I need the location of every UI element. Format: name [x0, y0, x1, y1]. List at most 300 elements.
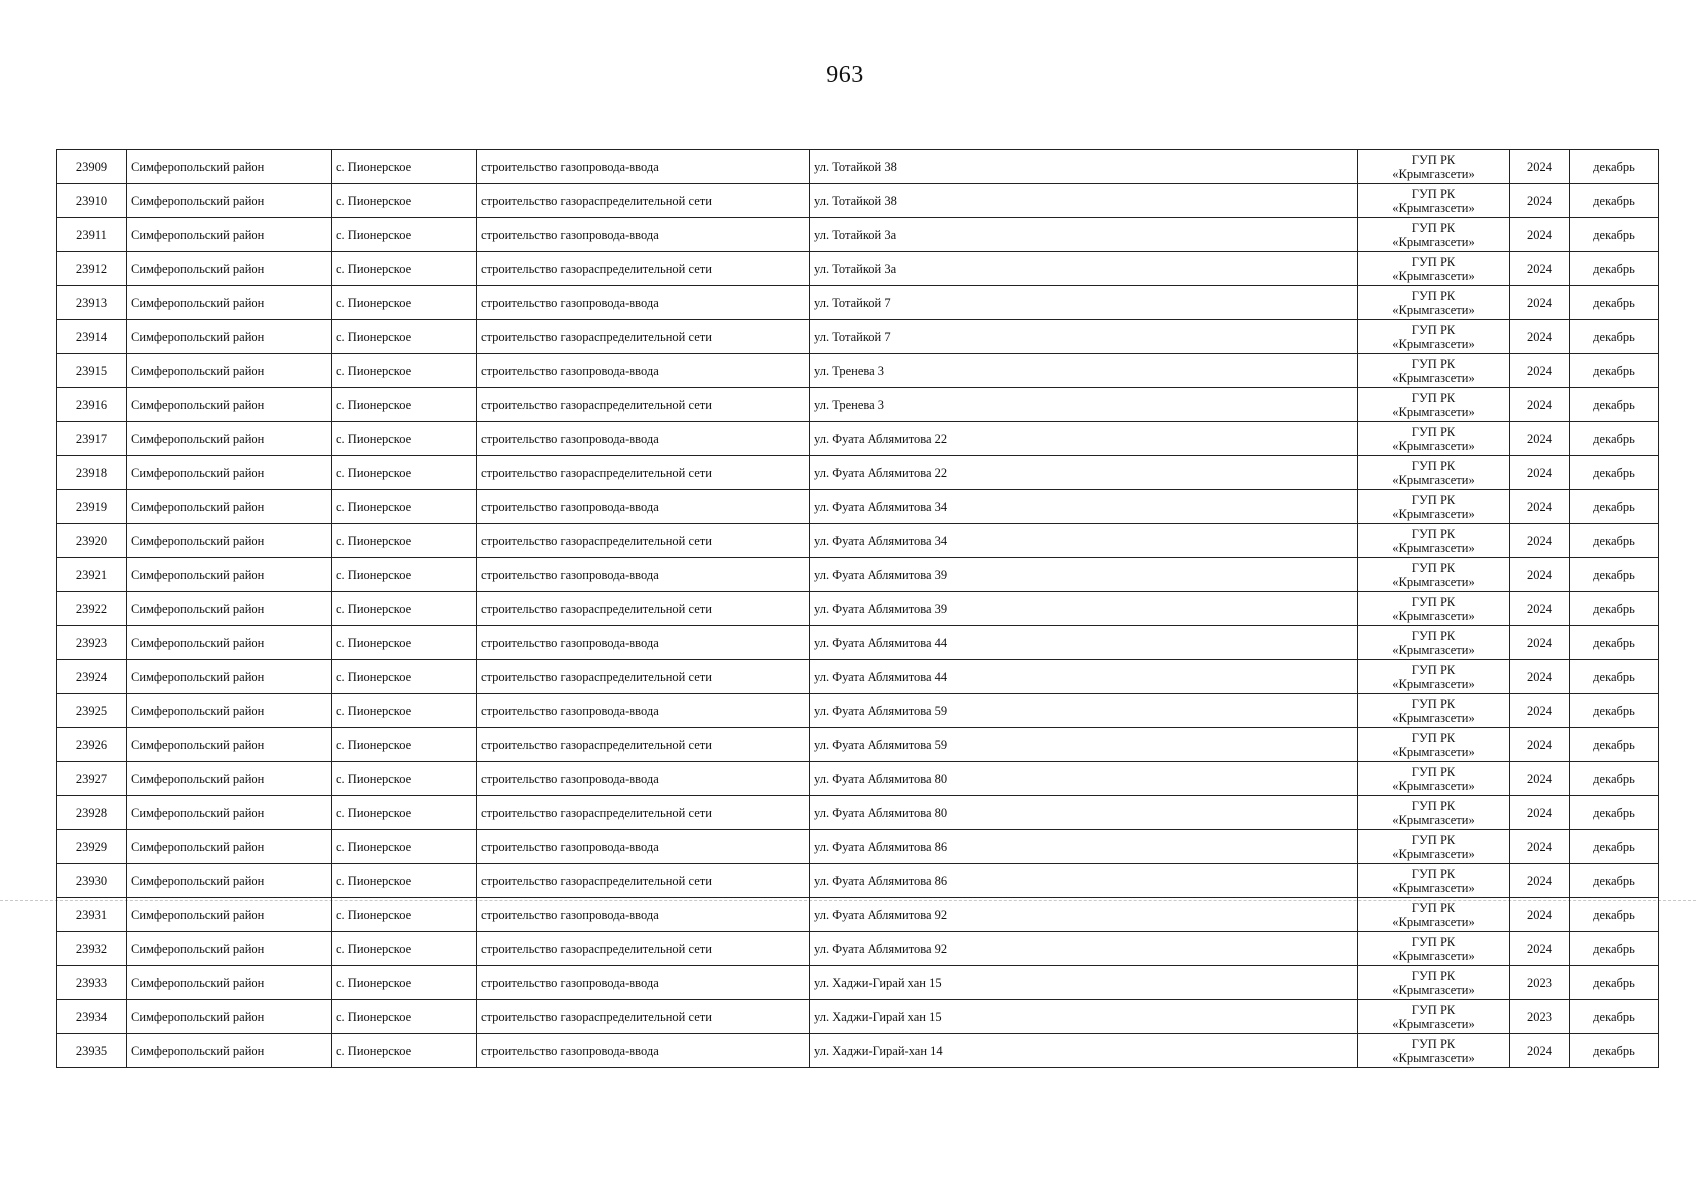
address-cell: ул. Фуата Аблямитова 22: [810, 456, 1358, 490]
table-row: [57, 762, 1659, 796]
table-row: [57, 218, 1659, 252]
row-number-cell: 23926: [57, 728, 127, 762]
month-cell: декабрь: [1570, 660, 1659, 694]
settlement-cell: с. Пионерское: [332, 422, 477, 456]
address-cell: ул. Фуата Аблямитова 92: [810, 932, 1358, 966]
organization-line-1: ГУП РК: [1411, 526, 1456, 541]
month-cell: декабрь: [1570, 1034, 1659, 1068]
organization-cell: [1358, 1000, 1510, 1034]
district-cell: Симферопольский район: [127, 1000, 332, 1034]
year-cell: 2024: [1510, 558, 1570, 592]
registry-table: [56, 149, 1659, 1068]
organization-line-1: ГУП РК: [1411, 628, 1456, 643]
month-cell: декабрь: [1570, 1000, 1659, 1034]
settlement-cell: с. Пионерское: [332, 150, 477, 184]
address-cell: ул. Тотайкой 3а: [810, 218, 1358, 252]
table-row: [57, 592, 1659, 626]
row-number-cell: 23929: [57, 830, 127, 864]
address-cell: ул. Тотайкой 3а: [810, 252, 1358, 286]
table-row: [57, 728, 1659, 762]
settlement-cell: с. Пионерское: [332, 830, 477, 864]
year-cell: 2023: [1510, 966, 1570, 1000]
table-row: [57, 932, 1659, 966]
settlement-cell: с. Пионерское: [332, 252, 477, 286]
address-cell: ул. Тотайкой 38: [810, 150, 1358, 184]
work-type-cell: строительство газораспределительной сети: [477, 592, 810, 626]
organization-line-2: «Крымгазсети»: [1392, 506, 1475, 521]
organization-cell: [1358, 354, 1510, 388]
organization-line-2: «Крымгазсети»: [1392, 574, 1475, 589]
year-cell: 2024: [1510, 694, 1570, 728]
row-number-cell: 23916: [57, 388, 127, 422]
year-cell: 2024: [1510, 354, 1570, 388]
month-cell: декабрь: [1570, 150, 1659, 184]
row-number-cell: 23919: [57, 490, 127, 524]
work-type-cell: строительство газопровода-ввода: [477, 218, 810, 252]
row-number-cell: 23933: [57, 966, 127, 1000]
row-number-cell: 23934: [57, 1000, 127, 1034]
organization-line-2: «Крымгазсети»: [1392, 608, 1475, 623]
organization-line-2: «Крымгазсети»: [1392, 642, 1475, 657]
address-cell: ул. Фуата Аблямитова 80: [810, 762, 1358, 796]
work-type-cell: строительство газопровода-ввода: [477, 1034, 810, 1068]
table-row: [57, 388, 1659, 422]
registry-rows: [57, 150, 1659, 1068]
organization-cell: [1358, 932, 1510, 966]
row-number-cell: 23917: [57, 422, 127, 456]
organization-line-1: ГУП РК: [1411, 900, 1456, 915]
year-cell: 2024: [1510, 490, 1570, 524]
work-type-cell: строительство газопровода-ввода: [477, 490, 810, 524]
district-cell: Симферопольский район: [127, 864, 332, 898]
organization-line-1: ГУП РК: [1411, 492, 1456, 507]
organization-line-1: ГУП РК: [1411, 356, 1456, 371]
organization-line-1: ГУП РК: [1411, 1002, 1456, 1017]
year-cell: 2024: [1510, 864, 1570, 898]
organization-line-2: «Крымгазсети»: [1392, 472, 1475, 487]
district-cell: Симферопольский район: [127, 1034, 332, 1068]
settlement-cell: с. Пионерское: [332, 320, 477, 354]
organization-cell: [1358, 184, 1510, 218]
district-cell: Симферопольский район: [127, 252, 332, 286]
row-number-cell: 23923: [57, 626, 127, 660]
organization-cell: [1358, 218, 1510, 252]
row-number-cell: 23924: [57, 660, 127, 694]
district-cell: Симферопольский район: [127, 184, 332, 218]
row-number-cell: 23910: [57, 184, 127, 218]
month-cell: декабрь: [1570, 184, 1659, 218]
row-number-cell: 23931: [57, 898, 127, 932]
work-type-cell: строительство газораспределительной сети: [477, 796, 810, 830]
row-number-cell: 23912: [57, 252, 127, 286]
organization-line-1: ГУП РК: [1411, 560, 1456, 575]
row-number-cell: 23920: [57, 524, 127, 558]
settlement-cell: с. Пионерское: [332, 184, 477, 218]
district-cell: Симферопольский район: [127, 796, 332, 830]
organization-cell: [1358, 592, 1510, 626]
organization-line-1: ГУП РК: [1411, 594, 1456, 609]
address-cell: ул. Хаджи-Гирай-хан 14: [810, 1034, 1358, 1068]
year-cell: 2024: [1510, 932, 1570, 966]
organization-cell: [1358, 422, 1510, 456]
year-cell: 2024: [1510, 218, 1570, 252]
month-cell: декабрь: [1570, 218, 1659, 252]
month-cell: декабрь: [1570, 592, 1659, 626]
settlement-cell: с. Пионерское: [332, 1000, 477, 1034]
organization-cell: [1358, 966, 1510, 1000]
address-cell: ул. Фуата Аблямитова 39: [810, 592, 1358, 626]
year-cell: 2024: [1510, 898, 1570, 932]
organization-cell: [1358, 490, 1510, 524]
district-cell: Симферопольский район: [127, 558, 332, 592]
table-row: [57, 898, 1659, 932]
work-type-cell: строительство газораспределительной сети: [477, 932, 810, 966]
organization-line-2: «Крымгазсети»: [1392, 200, 1475, 215]
year-cell: 2023: [1510, 1000, 1570, 1034]
organization-cell: [1358, 286, 1510, 320]
organization-cell: [1358, 1034, 1510, 1068]
month-cell: декабрь: [1570, 558, 1659, 592]
work-type-cell: строительство газопровода-ввода: [477, 966, 810, 1000]
organization-line-2: «Крымгазсети»: [1392, 778, 1475, 793]
work-type-cell: строительство газораспределительной сети: [477, 252, 810, 286]
organization-line-1: ГУП РК: [1411, 152, 1456, 167]
month-cell: декабрь: [1570, 898, 1659, 932]
settlement-cell: с. Пионерское: [332, 218, 477, 252]
year-cell: 2024: [1510, 762, 1570, 796]
row-number-cell: 23930: [57, 864, 127, 898]
organization-line-2: «Крымгазсети»: [1392, 812, 1475, 827]
organization-cell: [1358, 830, 1510, 864]
table-row: [57, 320, 1659, 354]
organization-line-2: «Крымгазсети»: [1392, 676, 1475, 691]
settlement-cell: с. Пионерское: [332, 898, 477, 932]
organization-line-1: ГУП РК: [1411, 866, 1456, 881]
month-cell: декабрь: [1570, 762, 1659, 796]
work-type-cell: строительство газопровода-ввода: [477, 762, 810, 796]
row-number-cell: 23915: [57, 354, 127, 388]
year-cell: 2024: [1510, 150, 1570, 184]
organization-line-2: «Крымгазсети»: [1392, 710, 1475, 725]
address-cell: ул. Фуата Аблямитова 86: [810, 830, 1358, 864]
work-type-cell: строительство газораспределительной сети: [477, 320, 810, 354]
district-cell: Симферопольский район: [127, 966, 332, 1000]
organization-cell: [1358, 626, 1510, 660]
district-cell: Симферопольский район: [127, 626, 332, 660]
table-row: [57, 558, 1659, 592]
table-row: [57, 1000, 1659, 1034]
table-row: [57, 490, 1659, 524]
organization-cell: [1358, 388, 1510, 422]
address-cell: ул. Тотайкой 7: [810, 320, 1358, 354]
organization-cell: [1358, 728, 1510, 762]
settlement-cell: с. Пионерское: [332, 524, 477, 558]
district-cell: Симферопольский район: [127, 524, 332, 558]
work-type-cell: строительство газопровода-ввода: [477, 626, 810, 660]
organization-line-2: «Крымгазсети»: [1392, 438, 1475, 453]
organization-cell: [1358, 660, 1510, 694]
table-row: [57, 1034, 1659, 1068]
table-row: [57, 456, 1659, 490]
organization-line-2: «Крымгазсети»: [1392, 744, 1475, 759]
work-type-cell: строительство газопровода-ввода: [477, 898, 810, 932]
month-cell: декабрь: [1570, 422, 1659, 456]
work-type-cell: строительство газопровода-ввода: [477, 354, 810, 388]
year-cell: 2024: [1510, 388, 1570, 422]
address-cell: ул. Фуата Аблямитова 34: [810, 490, 1358, 524]
table-row: [57, 150, 1659, 184]
organization-line-2: «Крымгазсети»: [1392, 948, 1475, 963]
row-number-cell: 23914: [57, 320, 127, 354]
address-cell: ул. Фуата Аблямитова 44: [810, 660, 1358, 694]
month-cell: декабрь: [1570, 626, 1659, 660]
organization-cell: [1358, 150, 1510, 184]
organization-line-1: ГУП РК: [1411, 798, 1456, 813]
work-type-cell: строительство газопровода-ввода: [477, 694, 810, 728]
row-number-cell: 23922: [57, 592, 127, 626]
organization-cell: [1358, 456, 1510, 490]
work-type-cell: строительство газопровода-ввода: [477, 422, 810, 456]
work-type-cell: строительство газопровода-ввода: [477, 286, 810, 320]
settlement-cell: с. Пионерское: [332, 932, 477, 966]
year-cell: 2024: [1510, 830, 1570, 864]
organization-line-1: ГУП РК: [1411, 220, 1456, 235]
settlement-cell: с. Пионерское: [332, 592, 477, 626]
year-cell: 2024: [1510, 660, 1570, 694]
month-cell: декабрь: [1570, 388, 1659, 422]
row-number-cell: 23918: [57, 456, 127, 490]
organization-cell: [1358, 898, 1510, 932]
district-cell: Симферопольский район: [127, 932, 332, 966]
table-row: [57, 796, 1659, 830]
year-cell: 2024: [1510, 626, 1570, 660]
year-cell: 2024: [1510, 1034, 1570, 1068]
row-number-cell: 23925: [57, 694, 127, 728]
table-row: [57, 524, 1659, 558]
table-row: [57, 966, 1659, 1000]
organization-line-1: ГУП РК: [1411, 390, 1456, 405]
table-row: [57, 354, 1659, 388]
table-row: [57, 184, 1659, 218]
organization-line-2: «Крымгазсети»: [1392, 336, 1475, 351]
year-cell: 2024: [1510, 422, 1570, 456]
row-number-cell: 23932: [57, 932, 127, 966]
district-cell: Симферопольский район: [127, 150, 332, 184]
month-cell: декабрь: [1570, 354, 1659, 388]
address-cell: ул. Фуата Аблямитова 59: [810, 728, 1358, 762]
table-row: [57, 660, 1659, 694]
organization-cell: [1358, 796, 1510, 830]
settlement-cell: с. Пионерское: [332, 354, 477, 388]
settlement-cell: с. Пионерское: [332, 626, 477, 660]
organization-line-1: ГУП РК: [1411, 662, 1456, 677]
organization-line-1: ГУП РК: [1411, 1036, 1456, 1051]
district-cell: Симферопольский район: [127, 320, 332, 354]
organization-line-1: ГУП РК: [1411, 288, 1456, 303]
organization-line-1: ГУП РК: [1411, 696, 1456, 711]
district-cell: Симферопольский район: [127, 456, 332, 490]
month-cell: декабрь: [1570, 490, 1659, 524]
organization-line-2: «Крымгазсети»: [1392, 540, 1475, 555]
address-cell: ул. Фуата Аблямитова 44: [810, 626, 1358, 660]
month-cell: декабрь: [1570, 728, 1659, 762]
settlement-cell: с. Пионерское: [332, 456, 477, 490]
work-type-cell: строительство газопровода-ввода: [477, 830, 810, 864]
organization-line-2: «Крымгазсети»: [1392, 234, 1475, 249]
address-cell: ул. Фуата Аблямитова 34: [810, 524, 1358, 558]
month-cell: декабрь: [1570, 796, 1659, 830]
address-cell: ул. Фуата Аблямитова 39: [810, 558, 1358, 592]
settlement-cell: с. Пионерское: [332, 966, 477, 1000]
table-row: [57, 252, 1659, 286]
year-cell: 2024: [1510, 456, 1570, 490]
year-cell: 2024: [1510, 252, 1570, 286]
district-cell: Симферопольский район: [127, 694, 332, 728]
organization-line-1: ГУП РК: [1411, 458, 1456, 473]
organization-line-1: ГУП РК: [1411, 424, 1456, 439]
organization-line-2: «Крымгазсети»: [1392, 404, 1475, 419]
address-cell: ул. Фуата Аблямитова 92: [810, 898, 1358, 932]
organization-line-2: «Крымгазсети»: [1392, 268, 1475, 283]
work-type-cell: строительство газораспределительной сети: [477, 728, 810, 762]
address-cell: ул. Фуата Аблямитова 22: [810, 422, 1358, 456]
table-row: [57, 626, 1659, 660]
organization-line-1: ГУП РК: [1411, 968, 1456, 983]
organization-line-2: «Крымгазсети»: [1392, 1016, 1475, 1031]
settlement-cell: с. Пионерское: [332, 694, 477, 728]
address-cell: ул. Фуата Аблямитова 86: [810, 864, 1358, 898]
work-type-cell: строительство газопровода-ввода: [477, 558, 810, 592]
year-cell: 2024: [1510, 286, 1570, 320]
work-type-cell: строительство газораспределительной сети: [477, 184, 810, 218]
district-cell: Симферопольский район: [127, 592, 332, 626]
organization-cell: [1358, 864, 1510, 898]
year-cell: 2024: [1510, 320, 1570, 354]
month-cell: декабрь: [1570, 286, 1659, 320]
row-number-cell: 23911: [57, 218, 127, 252]
district-cell: Симферопольский район: [127, 490, 332, 524]
settlement-cell: с. Пионерское: [332, 1034, 477, 1068]
settlement-cell: с. Пионерское: [332, 762, 477, 796]
year-cell: 2024: [1510, 524, 1570, 558]
address-cell: ул. Хаджи-Гирай хан 15: [810, 966, 1358, 1000]
row-number-cell: 23935: [57, 1034, 127, 1068]
district-cell: Симферопольский район: [127, 830, 332, 864]
address-cell: ул. Фуата Аблямитова 80: [810, 796, 1358, 830]
district-cell: Симферопольский район: [127, 762, 332, 796]
organization-cell: [1358, 320, 1510, 354]
row-number-cell: 23921: [57, 558, 127, 592]
organization-cell: [1358, 762, 1510, 796]
month-cell: декабрь: [1570, 966, 1659, 1000]
organization-cell: [1358, 694, 1510, 728]
organization-line-2: «Крымгазсети»: [1392, 880, 1475, 895]
district-cell: Симферопольский район: [127, 898, 332, 932]
address-cell: ул. Тотайкой 38: [810, 184, 1358, 218]
organization-cell: [1358, 252, 1510, 286]
month-cell: декабрь: [1570, 864, 1659, 898]
settlement-cell: с. Пионерское: [332, 286, 477, 320]
settlement-cell: с. Пионерское: [332, 660, 477, 694]
row-number-cell: 23928: [57, 796, 127, 830]
organization-line-1: ГУП РК: [1411, 186, 1456, 201]
settlement-cell: с. Пионерское: [332, 388, 477, 422]
organization-line-2: «Крымгазсети»: [1392, 370, 1475, 385]
work-type-cell: строительство газораспределительной сети: [477, 524, 810, 558]
district-cell: Симферопольский район: [127, 388, 332, 422]
row-number-cell: 23927: [57, 762, 127, 796]
organization-line-2: «Крымгазсети»: [1392, 1050, 1475, 1065]
row-number-cell: 23913: [57, 286, 127, 320]
organization-cell: [1358, 558, 1510, 592]
settlement-cell: с. Пионерское: [332, 728, 477, 762]
work-type-cell: строительство газораспределительной сети: [477, 388, 810, 422]
organization-line-2: «Крымгазсети»: [1392, 846, 1475, 861]
address-cell: ул. Тренева 3: [810, 388, 1358, 422]
month-cell: декабрь: [1570, 456, 1659, 490]
address-cell: ул. Тренева 3: [810, 354, 1358, 388]
organization-line-1: ГУП РК: [1411, 832, 1456, 847]
settlement-cell: с. Пионерское: [332, 796, 477, 830]
district-cell: Симферопольский район: [127, 354, 332, 388]
district-cell: Симферопольский район: [127, 660, 332, 694]
month-cell: декабрь: [1570, 320, 1659, 354]
table-row: [57, 422, 1659, 456]
district-cell: Симферопольский район: [127, 422, 332, 456]
year-cell: 2024: [1510, 592, 1570, 626]
month-cell: декабрь: [1570, 252, 1659, 286]
organization-line-2: «Крымгазсети»: [1392, 914, 1475, 929]
year-cell: 2024: [1510, 728, 1570, 762]
address-cell: ул. Фуата Аблямитова 59: [810, 694, 1358, 728]
table-row: [57, 694, 1659, 728]
address-cell: ул. Хаджи-Гирай хан 15: [810, 1000, 1358, 1034]
organization-line-1: ГУП РК: [1411, 322, 1456, 337]
table-row: [57, 864, 1659, 898]
organization-line-1: ГУП РК: [1411, 730, 1456, 745]
work-type-cell: строительство газопровода-ввода: [477, 150, 810, 184]
month-cell: декабрь: [1570, 694, 1659, 728]
organization-line-2: «Крымгазсети»: [1392, 302, 1475, 317]
month-cell: декабрь: [1570, 524, 1659, 558]
year-cell: 2024: [1510, 184, 1570, 218]
month-cell: декабрь: [1570, 830, 1659, 864]
organization-line-2: «Крымгазсети»: [1392, 982, 1475, 997]
organization-line-1: ГУП РК: [1411, 764, 1456, 779]
work-type-cell: строительство газораспределительной сети: [477, 660, 810, 694]
settlement-cell: с. Пионерское: [332, 864, 477, 898]
year-cell: 2024: [1510, 796, 1570, 830]
table-row: [57, 286, 1659, 320]
organization-line-2: «Крымгазсети»: [1392, 166, 1475, 181]
table-row: [57, 830, 1659, 864]
settlement-cell: с. Пионерское: [332, 558, 477, 592]
district-cell: Симферопольский район: [127, 286, 332, 320]
address-cell: ул. Тотайкой 7: [810, 286, 1358, 320]
settlement-cell: с. Пионерское: [332, 490, 477, 524]
work-type-cell: строительство газораспределительной сети: [477, 1000, 810, 1034]
work-type-cell: строительство газораспределительной сети: [477, 864, 810, 898]
organization-line-1: ГУП РК: [1411, 934, 1456, 949]
organization-line-1: ГУП РК: [1411, 254, 1456, 269]
page-number: 963: [826, 62, 864, 88]
row-number-cell: 23909: [57, 150, 127, 184]
month-cell: декабрь: [1570, 932, 1659, 966]
organization-cell: [1358, 524, 1510, 558]
district-cell: Симферопольский район: [127, 218, 332, 252]
work-type-cell: строительство газораспределительной сети: [477, 456, 810, 490]
district-cell: Симферопольский район: [127, 728, 332, 762]
